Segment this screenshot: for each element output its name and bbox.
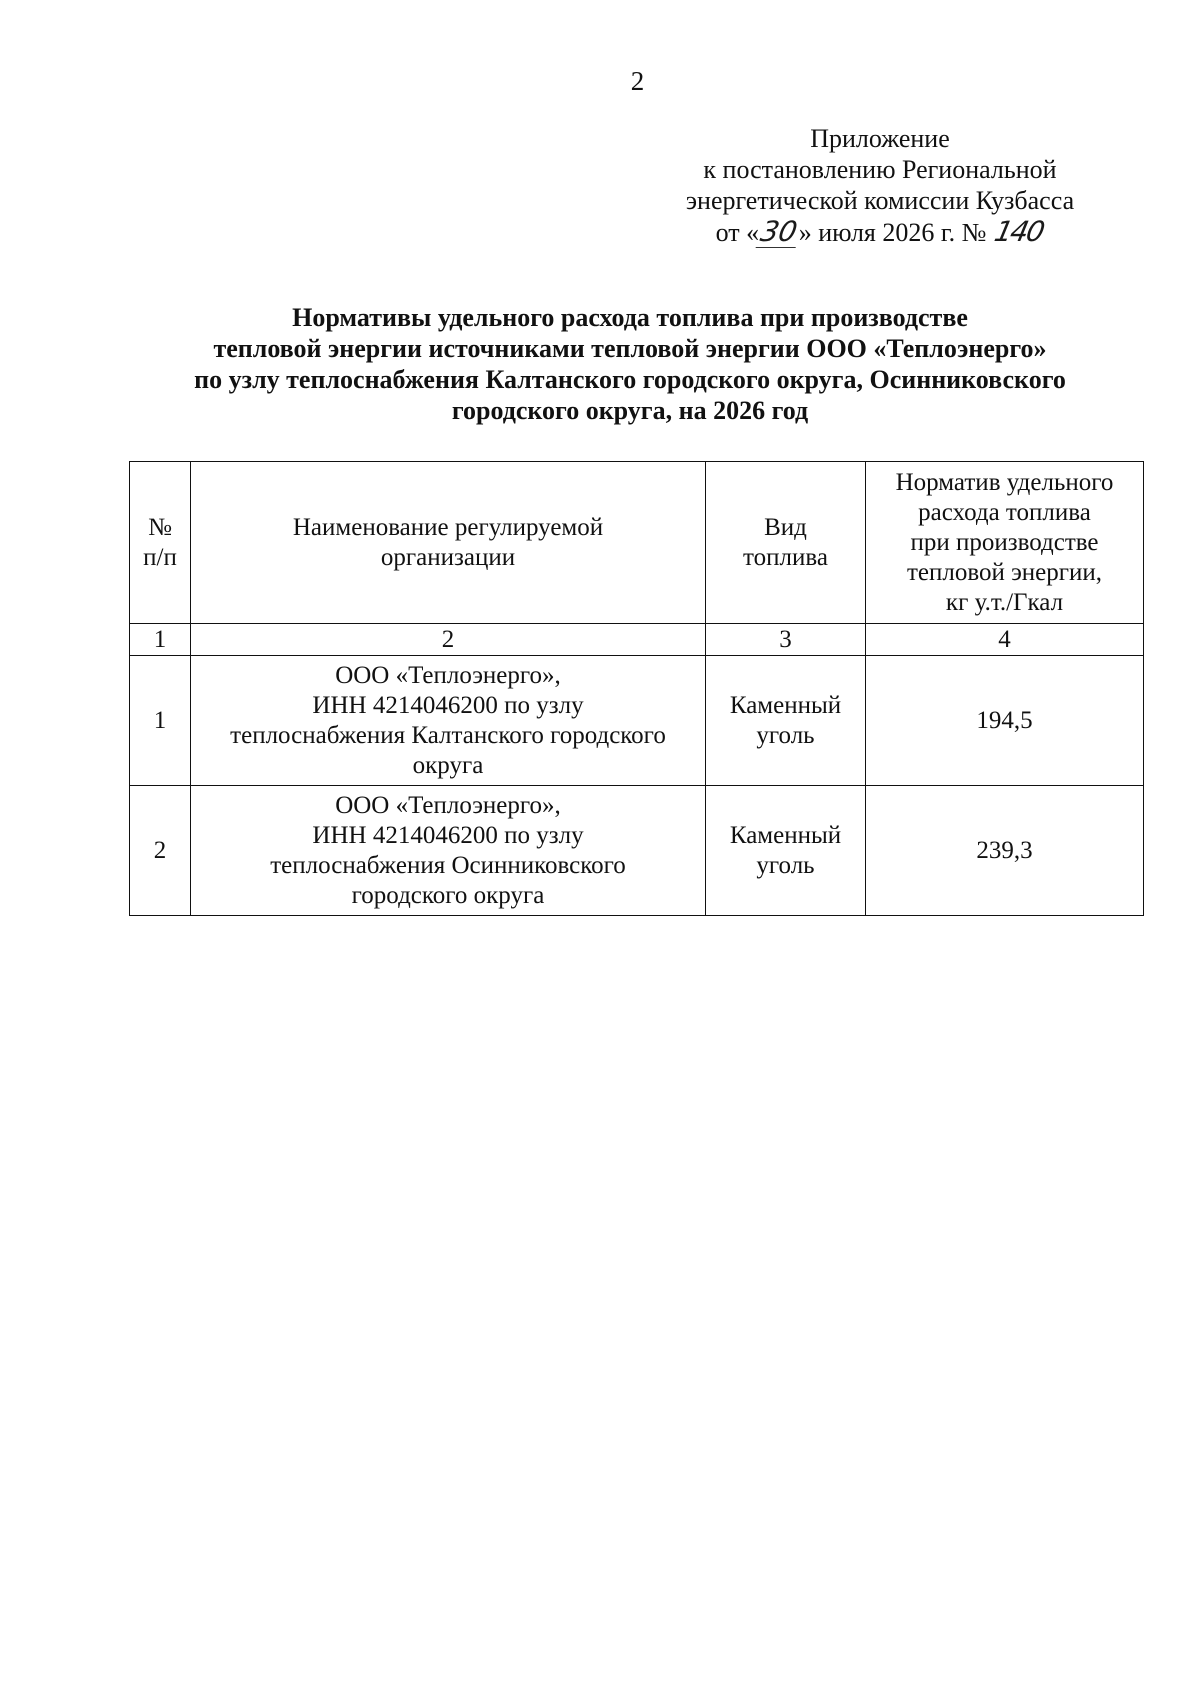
- header-cell-norm: Норматив удельного расхода топлива при производстве тепловой энергии, кг у.т./Гкал: [866, 462, 1144, 624]
- date-prefix: от «: [715, 218, 760, 247]
- handwritten-day: 30: [757, 215, 801, 248]
- norm-value-cell: 194,5: [866, 656, 1144, 786]
- row-number: 2: [130, 786, 191, 916]
- header-cell-fuel: Вид топлива: [706, 462, 866, 624]
- date-middle: » июля 2026 г. №: [798, 218, 987, 247]
- appendix-block: [640, 123, 1120, 248]
- title-line-4: городского округа, на 2026 год: [451, 396, 809, 425]
- header-cell-number: № п/п: [130, 462, 191, 624]
- fuel-cell: Каменный уголь: [706, 656, 866, 786]
- title-line-3: по узлу теплоснабжения Калтанского городского округа, Осинниковского: [194, 365, 1066, 394]
- table-row: [130, 786, 1144, 916]
- title-line-2: тепловой энергии источниками тепловой энергии ООО «Теплоэнерго»: [213, 334, 1047, 363]
- appendix-line-1: Приложение: [810, 124, 950, 153]
- page-number: 2: [630, 66, 645, 96]
- organization-cell: ООО «Теплоэнерго», ИНН 4214046200 по узлу теплоснабжения Калтанского городского округа: [191, 656, 706, 786]
- table-row: [130, 656, 1144, 786]
- title-line-1: Нормативы удельного расхода топлива при производстве: [292, 303, 968, 332]
- norms-table: [129, 461, 1144, 916]
- document-title: [130, 302, 1130, 426]
- column-number: 3: [706, 624, 866, 656]
- organization-cell: ООО «Теплоэнерго», ИНН 4214046200 по узлу теплоснабжения Осинниковского городского округа: [191, 786, 706, 916]
- column-number: 2: [191, 624, 706, 656]
- header-cell-organization: Наименование регулируемой организации: [191, 462, 706, 624]
- appendix-line-2: к постановлению Региональной: [703, 155, 1057, 184]
- table-header-row: [130, 462, 1144, 624]
- appendix-line-3: энергетической комиссии Кузбасса: [685, 186, 1075, 215]
- column-number: 1: [130, 624, 191, 656]
- handwritten-number: 140: [991, 215, 1046, 248]
- fuel-cell: Каменный уголь: [706, 786, 866, 916]
- norm-value-cell: 239,3: [866, 786, 1144, 916]
- row-number: 1: [130, 656, 191, 786]
- column-number-row: [130, 624, 1144, 656]
- column-number: 4: [866, 624, 1144, 656]
- appendix-date-line: [640, 216, 1120, 248]
